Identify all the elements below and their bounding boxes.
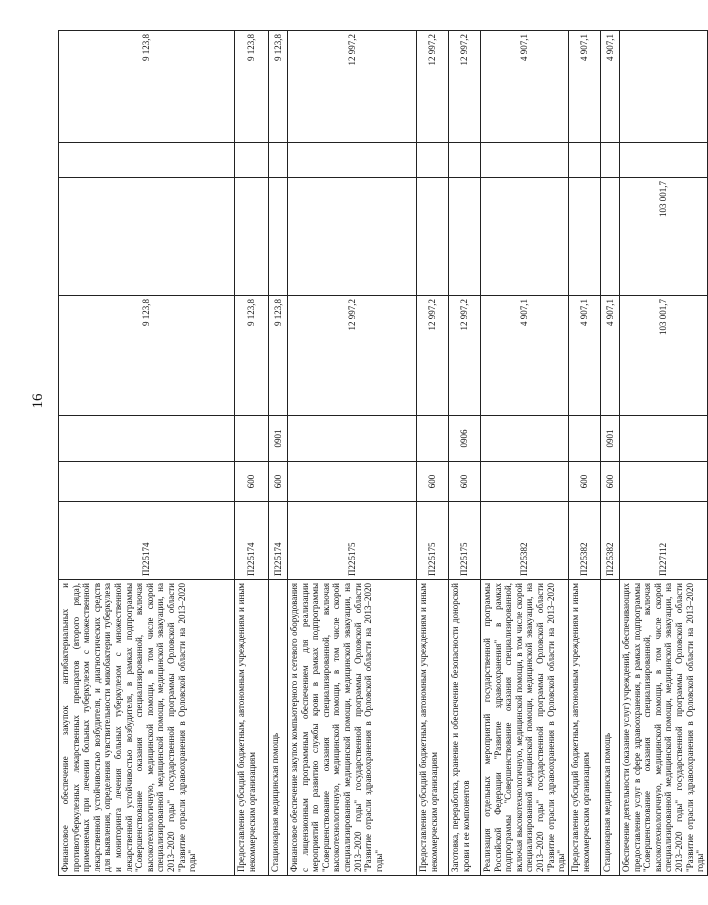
- cell-total: 12 997,2: [288, 296, 417, 416]
- budget-table-rotated: [58, 31, 706, 876]
- cell-target-code: П225382: [481, 502, 569, 580]
- table-row: [59, 31, 235, 876]
- cell-col-2: [569, 143, 601, 178]
- cell-col-3: 4 907,1: [569, 31, 601, 143]
- cell-col-2: [59, 143, 235, 178]
- cell-total: 103 001,7: [620, 296, 708, 416]
- cell-description: Предоставление субсидий бюджетным, автономным учреждениям и иным некоммерческим организациям: [235, 580, 269, 876]
- cell-section: [417, 416, 449, 462]
- budget-table: [58, 30, 708, 876]
- cell-col-3: 12 997,2: [417, 31, 449, 143]
- cell-col-2: [269, 143, 288, 178]
- cell-expense-type: 600: [601, 462, 620, 502]
- cell-description: Заготовка, переработка, хранение и обеспечение безопасности донорской крови и ее компонентов: [449, 580, 481, 876]
- cell-total: 9 123,8: [235, 296, 269, 416]
- cell-total: 9 123,8: [269, 296, 288, 416]
- cell-col-1: [481, 178, 569, 296]
- cell-col-3: 12 997,2: [449, 31, 481, 143]
- cell-expense-type: [59, 462, 235, 502]
- cell-col-2: [481, 143, 569, 178]
- cell-col-1: [235, 178, 269, 296]
- cell-col-2: [288, 143, 417, 178]
- cell-target-code: П225382: [569, 502, 601, 580]
- cell-expense-type: [481, 462, 569, 502]
- cell-total: 9 123,8: [59, 296, 235, 416]
- cell-expense-type: [288, 462, 417, 502]
- cell-expense-type: 600: [417, 462, 449, 502]
- page-number: 16: [30, 393, 46, 409]
- cell-expense-type: 600: [269, 462, 288, 502]
- cell-target-code: П225174: [59, 502, 235, 580]
- table-body: [59, 31, 708, 876]
- cell-description: Предоставление субсидий бюджетным, автономным учреждениям и иным некоммерческим организациям: [569, 580, 601, 876]
- cell-col-1: [59, 178, 235, 296]
- cell-col-3: 4 907,1: [481, 31, 569, 143]
- cell-section: 0901: [601, 416, 620, 462]
- cell-col-3: 4 907,1: [601, 31, 620, 143]
- cell-col-3: 9 123,8: [269, 31, 288, 143]
- cell-section: [235, 416, 269, 462]
- table-row: [481, 31, 569, 876]
- cell-section: 0901: [269, 416, 288, 462]
- cell-expense-type: 600: [569, 462, 601, 502]
- cell-total: 4 907,1: [601, 296, 620, 416]
- cell-col-2: [449, 143, 481, 178]
- cell-col-2: [417, 143, 449, 178]
- cell-target-code: П227112: [620, 502, 708, 580]
- cell-description: Предоставление субсидий бюджетным, автономным учреждениям и иным некоммерческим организациям: [417, 580, 449, 876]
- cell-expense-type: 600: [235, 462, 269, 502]
- cell-col-3: 12 997,2: [288, 31, 417, 143]
- cell-target-code: П225174: [235, 502, 269, 580]
- cell-expense-type: [620, 462, 708, 502]
- cell-target-code: П225382: [601, 502, 620, 580]
- cell-col-2: [235, 143, 269, 178]
- cell-target-code: П225175: [417, 502, 449, 580]
- cell-description: Стационарная медицинская помощь: [269, 580, 288, 876]
- cell-col-1: [569, 178, 601, 296]
- cell-section: [569, 416, 601, 462]
- cell-col-2: [601, 143, 620, 178]
- cell-col-3: 9 123,8: [235, 31, 269, 143]
- table-row: [569, 31, 601, 876]
- cell-description: Финансовое обеспечение закупок антибактериальных и противотуберкулезных лекарственных препаратов (второго ряда), применяемых при лечении больных туберкулезом с множественной лекарственной устойчивостью возбудителя, и диагностических средств для выявления, определения чувствительности микобактерии туберкулеза и мониторинга лечения больных туберкулезом с множественной лекарственной устойчивостью возбудителя, в рамках подпрограммы "Совершенствование оказания специализированной, включая высокотехнологичную, медицинской помощи, в том числе скорой специализированной медицинской помощи, медицинской эвакуации, на 2013–2020 годы" государственной программы Орловской области "Развитие отрасли здравоохранения в Орловской области на 2013–2020 годы": [59, 580, 235, 876]
- cell-col-1: 103 001,7: [620, 178, 708, 296]
- cell-description: Реализация отдельных мероприятий государственной программы Российской Федерации "Развитие здравоохранения" в рамках подпрограммы "Совершенствование оказания специализированной, включая высокотехнологичную, медицинской помощи, в том числе скорой специализированной медицинской помощи, медицинской эвакуации, на 2013–2020 годы" государственной программы Орловской области "Развитие отрасли здравоохранения в Орловской области на 2013–2020 годы": [481, 580, 569, 876]
- table-row: [288, 31, 417, 876]
- cell-description: Финансовое обеспечение закупок компьютерного и сетевого оборудования с лицензионным программным обеспечением для реализации мероприятий по развитию службы крови в рамках подпрограммы "Совершенствование оказания специализированной, включая высокотехнологичную, медицинской помощи, в том числе скорой специализированной медицинской помощи, медицинской эвакуации, на 2013–2020 годы" государственной программы Орловской области "Развитие отрасли здравоохранения в Орловской области на 2013–2020 годы": [288, 580, 417, 876]
- table-row: [601, 31, 620, 876]
- cell-col-1: [417, 178, 449, 296]
- cell-col-1: [269, 178, 288, 296]
- table-row: [449, 31, 481, 876]
- cell-col-1: [449, 178, 481, 296]
- cell-section: [288, 416, 417, 462]
- table-row: [620, 31, 708, 876]
- cell-section: 0906: [449, 416, 481, 462]
- cell-col-1: [288, 178, 417, 296]
- cell-description: Стационарная медицинская помощь: [601, 580, 620, 876]
- table-row: [269, 31, 288, 876]
- cell-section: [59, 416, 235, 462]
- cell-description: Обеспечение деятельности (оказание услуг) учреждений, обеспечивающих предоставление услуг в сфере здравоохранения, в рамках подпрограммы "Совершенствование оказания специализированной, включая высокотехнологичную, медицинской помощи, в том числе скорой специализированной медицинской помощи, медицинской эвакуации, на 2013–2020 годы" государственной программы Орловской области "Развитие отрасли здравоохранения в Орловской области на 2013–2020 годы": [620, 580, 708, 876]
- cell-col-1: [601, 178, 620, 296]
- cell-total: 12 997,2: [417, 296, 449, 416]
- cell-section: [481, 416, 569, 462]
- cell-col-3: [620, 31, 708, 143]
- cell-col-2: [620, 143, 708, 178]
- table-row: [417, 31, 449, 876]
- cell-total: 4 907,1: [569, 296, 601, 416]
- cell-target-code: П225174: [269, 502, 288, 580]
- cell-target-code: П225175: [288, 502, 417, 580]
- cell-expense-type: 600: [449, 462, 481, 502]
- cell-total: 4 907,1: [481, 296, 569, 416]
- cell-total: 12 997,2: [449, 296, 481, 416]
- cell-section: [620, 416, 708, 462]
- cell-col-3: 9 123,8: [59, 31, 235, 143]
- cell-target-code: П225175: [449, 502, 481, 580]
- table-row: [235, 31, 269, 876]
